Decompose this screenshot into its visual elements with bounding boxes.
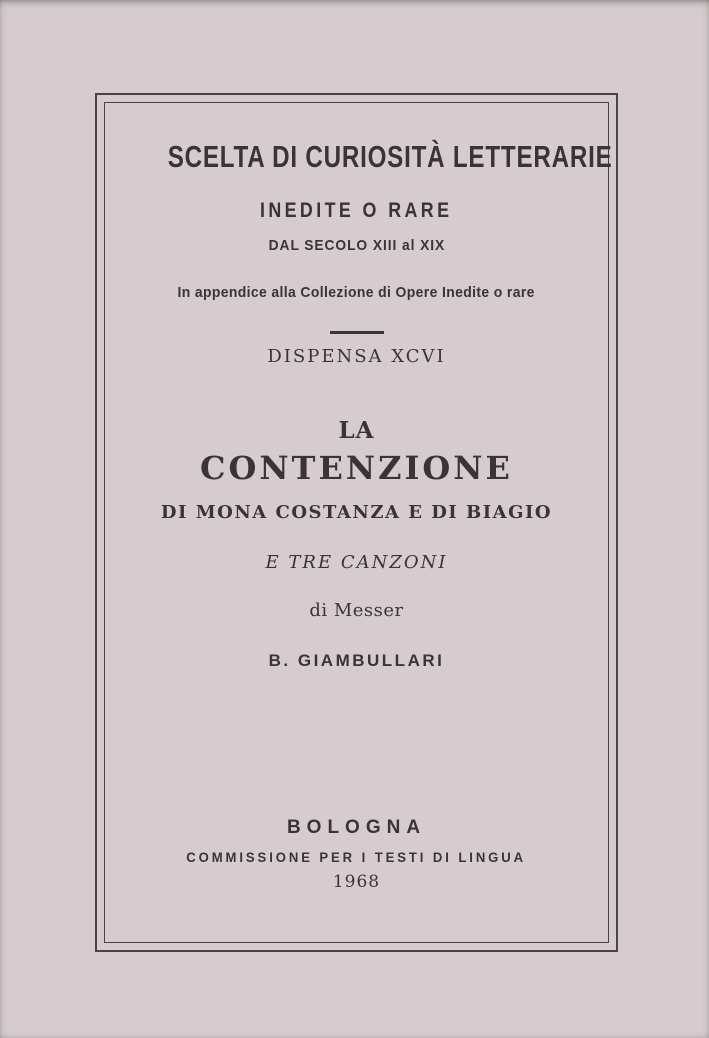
appendix-note-text: In appendice alla Collezione di Opere Inedite o rare: [177, 284, 536, 301]
author-name: B. GIAMBULLARI: [268, 651, 445, 670]
byline: di Messer: [309, 600, 404, 621]
imprint-publisher: [105, 850, 608, 865]
series-period: [105, 237, 608, 254]
imprint-city: BOLOGNA: [286, 817, 427, 838]
series-subtitle: [105, 199, 608, 223]
title-subtitle: DI MONA COSTANZA E DI BIAGIO: [160, 502, 553, 523]
outer-border: [95, 93, 618, 952]
title-main: CONTENZIONE: [200, 449, 513, 487]
imprint-year: 1968: [332, 872, 381, 892]
series-subtitle-text: INEDITE O RARE: [260, 199, 453, 222]
separator-rule: [330, 331, 384, 334]
inner-border: [104, 102, 613, 943]
issue-number: DISPENSA XCVI: [267, 346, 446, 367]
title-article: LA: [338, 417, 375, 444]
series-title-text: SCELTA DI CURIOSITÀ LETTERARIE: [167, 139, 613, 174]
appendix-note: [105, 284, 608, 301]
imprint-publisher-text: COMMISSIONE PER I TESTI DI LINGUA: [186, 850, 527, 865]
series-period-text: DAL SECOLO XIII al XIX: [268, 237, 445, 254]
title-extra: E TRE CANZONI: [265, 552, 448, 573]
series-title: [105, 139, 613, 175]
